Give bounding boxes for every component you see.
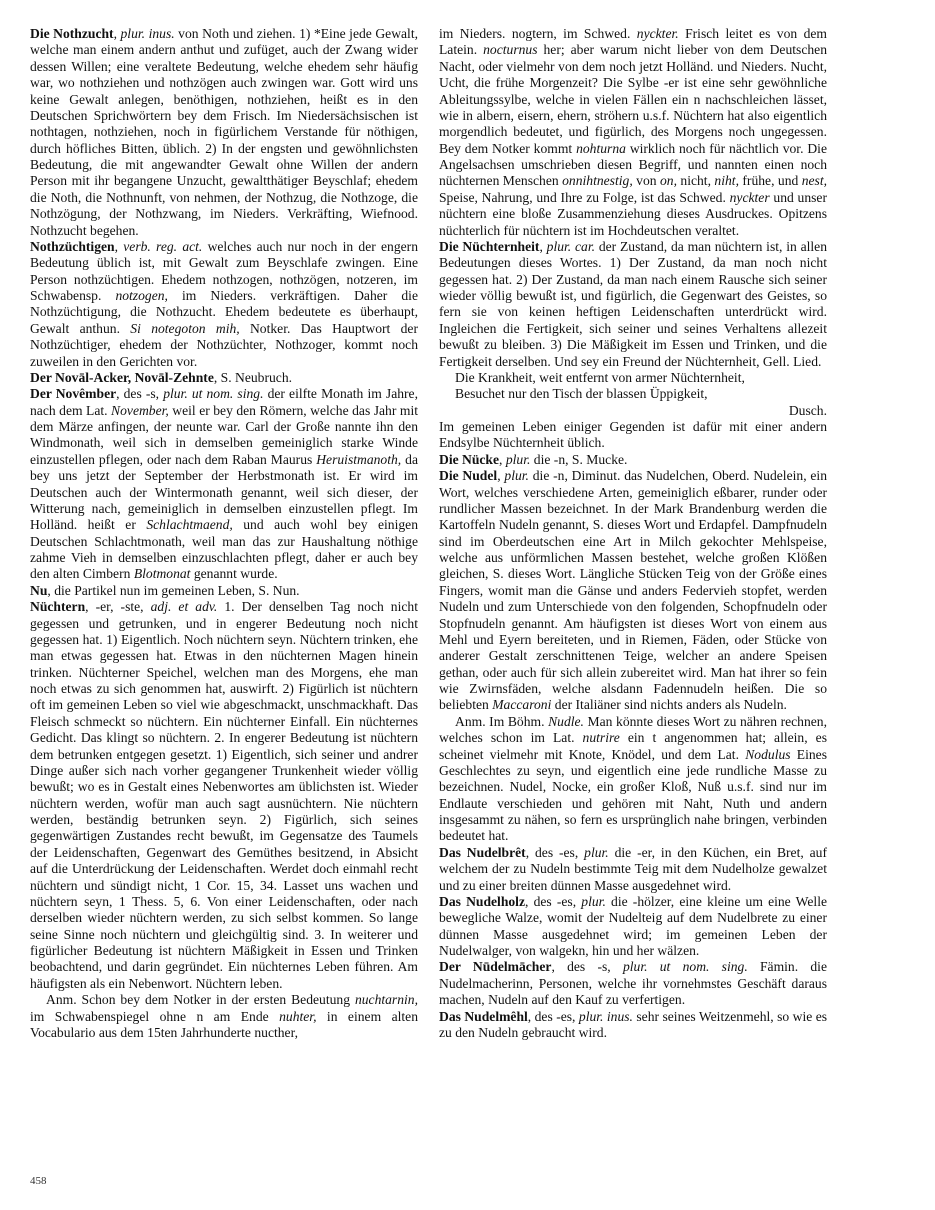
entry-text: und unser nüchtern eine bloße Zusammenziehung dieses Ausdruckes. Opitzens nüchterlich für nüchtern ist im Hochdeutschen veraltet. bbox=[439, 189, 827, 238]
entry-nuechternheit-continued bbox=[439, 419, 827, 452]
entry-text: die -n, S. Mucke. bbox=[530, 451, 628, 467]
headword: Das Nudelholz bbox=[439, 893, 525, 909]
entry-text: , des -es, bbox=[525, 844, 585, 860]
italic-word: notzogen, bbox=[115, 288, 168, 303]
grammar-note: plur. bbox=[581, 893, 606, 909]
entry-text: her; aber warum nicht lieber von dem Deutschen Nacht, oder vielmehr von dem noch jetzt Holländ. und Nieders. Nucht, Ucht, die frühe Morgenzeit? Die Sylbe -er ist eine sehr gewöhnliche Ableitungssylbe, welche in vielen Fällen ein n nachschleichen lässet, wie in albern, eisern, ehern, ströhern u.s.f. Nüchtern hat also eigentlich morgendlich bedeutet, und figürlich, des Morgens noch ungegessen. Bey dem Notker kommt bbox=[439, 42, 827, 156]
italic-word: nyckter. bbox=[636, 26, 679, 41]
entry-nudelmehl bbox=[439, 1009, 827, 1042]
entry-text: sehr seines Weitzenmehl, so wie es zu den Nudeln gebraucht wird. bbox=[439, 1008, 828, 1040]
entry-nuecke bbox=[439, 452, 827, 468]
headword: Der Novêmber bbox=[30, 386, 117, 402]
grammar-note: plur. bbox=[584, 844, 609, 860]
entry-text: Frisch leitet es von dem Latein. bbox=[439, 26, 827, 58]
entry-text: ein t angenommen hat; allein, es scheinet vielmehr mit Knote, Knödel, und dem Lat. bbox=[439, 730, 828, 762]
left-column bbox=[30, 26, 418, 1041]
headword: Nothzüchtigen bbox=[30, 238, 115, 254]
italic-word: nutrire bbox=[582, 730, 620, 746]
grammar-note: plur. ut nom. sing. bbox=[163, 386, 264, 402]
headword: Das Nudelbrêt bbox=[439, 844, 526, 860]
page-number: 458 bbox=[30, 1175, 47, 1187]
entry-text: , bbox=[113, 26, 121, 41]
italic-word: onnihtnestig, bbox=[562, 173, 633, 189]
grammar-note: plur. car. bbox=[546, 238, 596, 254]
entry-text: von Noth und ziehen. 1) *Eine jede Gewalt, welche man einem andern anthut und zufüget, auch der Zwang wider dessen Willen; eine veraltete Bedeutung, welche ehedem sehr häufig war, wo nothziehen und nothzögen auch zwingen war. Gott wird uns keine Gewalt anlegen, benöthigen, nothziehen, heißt es in den Deutschen Sprichwörtern bey dem Frisch. Im Niedersächsischen ist nothtagen, nothziehen, noch in figürlichem Verstande für nöthigen, durch höfliches Bitten, üblich. 2) In der engsten und gewöhnlichsten Bedeutung, die mit angewandter Gewalt ohne Willen der andern Person mit ihr begangene Unzucht, gewaltthätiger Beyschlaf; ehedem die Noth, die Nothnunft, von nehmen, der Nothzug, die Nothzoge, die Nothzögung, der Nothzwang, im Nieders. Verkräfting, Wiefnood. Nothzucht begehen. bbox=[30, 26, 418, 238]
annotation-nuechtern bbox=[30, 992, 418, 1041]
entry-text: 1. Der denselben Tag noch nicht gegessen und getrunken, und in engerer Bedeutung noch nicht gegessen hat. 1) Eigentlich. Noch nüchtern seyn. Nüchtern trinken, ehe man etwas gegessen hat. Etwas in den nüchternen Magen hinein trinken. Nüchterner Speichel, welchen man des Morgens, ehe man noch etwas zu sich genommen hat, auswirft. 2) Figürlich ist nüchtern oft im gemeinen Leben so viel wie abgeschmackt, unschmackhaft. Das Fleisch schmeckt so nüchtern. Ein nüchterner Einfall. Ein nüchternes Gedicht. Das klingt so nüchtern. 2. In engerer Bedeutung ist nüchtern dem betrunken entgegen gesetzt. 1) Eigentlich, sich seiner und andrer Dinge außer sich nach vorher gegangener Trunkenheit wieder völlig bewußt; wo es in Gestalt eines Nebenwortes am üblichsten ist. Wieder nüchtern werden, wofür man auch sagt ausnüchtern. Nie nüchtern werden, beständig betrunken seyn. 2) Figürlich, sich seines gegenwärtigen Zustandes recht bewußt, im Gegensatze des Taumels der Leidenschaften, Gegenwart des Gemüthes besitzend, in Absicht auf die Unterdrückung der Leidenschaften. Werdet doch einmahl recht nüchtern und sündigt nicht, 1 Cor. 15, 34. Lasset uns wachen und nüchtern seyn, 1 Thess. 5, 6. Von einer Leidenschaften, oder nach derselben wieder nüchtern werden, zu sich selbst kommen. So lange seine Sinne noch nüchtern und gleichgültig sind. 3. In weiterer und figürlicher Bedeutung ist nüchtern Mäßigkeit in Essen und Trinken beobachtend, und darin gegründet. Ein nüchternes Leben führen. Am häufigsten als ein Nebenwort. Nüchtern leben. bbox=[30, 599, 418, 991]
headword: Die Nothzucht bbox=[30, 26, 114, 41]
italic-word: nohturna bbox=[576, 140, 626, 156]
entry-nudelbret bbox=[439, 845, 827, 894]
entry-text: , bbox=[497, 468, 505, 484]
italic-word: nuhter, bbox=[279, 1008, 317, 1024]
italic-word: nuchtarnin, bbox=[354, 992, 418, 1008]
entry-text: genannt wurde. bbox=[190, 566, 278, 582]
grammar-note: plur. inus. bbox=[578, 1008, 633, 1024]
entry-nothzuechtigen bbox=[30, 239, 418, 370]
entry-text: die -er, in den Küchen, ein Bret, auf welchem der zu Nudeln bestimmte Teig mit dem Nudelholze gewalzet und zu einer breiten dünnen Masse ausgedehnet wird. bbox=[439, 844, 827, 893]
entry-text: , bbox=[114, 238, 124, 254]
italic-word: Maccaroni bbox=[492, 697, 552, 713]
italic-word: niht, bbox=[714, 173, 739, 189]
entry-nu bbox=[30, 583, 418, 599]
italic-word: Heruistmanoth, bbox=[316, 451, 402, 467]
entry-nudelmacher bbox=[439, 959, 827, 1008]
entry-text: im Nieders. verkräftigen. Daher die Nothzüchtigung, die Nothzucht. Ehedem bedeutete es überhaupt, Gewalt anthun. bbox=[30, 288, 418, 336]
entry-text: , -er, -ste, bbox=[85, 599, 151, 615]
entry-text: Notker. Das Hauptwort der Nothzüchtiger, ehedem der Nothzüchter, Nothzoger, kommt noch zuweilen in den Gerichten vor. bbox=[30, 320, 418, 369]
entry-november bbox=[30, 386, 418, 583]
grammar-note: plur. ut nom. sing. bbox=[622, 959, 748, 975]
entry-text: Eines Geschlechtes zu seyn, und eigentlich eine jede rundliche Masse zu bezeichnen. Nudel, Nocke, ein großer Kloß, Nuß u.s.f. sind nur im Endlaute verschieden und gehören mit Naht, Nuth und andern insgesammt zu nähen, so fern es ursprünglich nahe bringen, verbinden bedeutet hat. bbox=[439, 746, 828, 844]
italic-word: Blotmonat bbox=[133, 566, 191, 582]
italic-word: November, bbox=[111, 402, 169, 418]
entry-text: , die Partikel nun im gemeinen Leben, S. Nun. bbox=[47, 582, 300, 598]
headword: Nu bbox=[30, 582, 48, 598]
entry-text: im Nieders. nogtern, im Schwed. bbox=[439, 26, 637, 41]
headword: Nüchtern bbox=[30, 599, 86, 615]
entry-text: von bbox=[632, 173, 660, 189]
headword: Die Nücke bbox=[439, 451, 500, 467]
entry-text: der Zustand, da man nüchtern ist, in allen Bedeutungen dieses Wortes. 1) Der Zustand, da man noch nicht gegessen hat. 2) Der Zustand, da man nach einem Rausche sich seiner wieder völlig bewußt ist, und figürlich, die Gegenwart des Geistes, so fern sie von keinen heftigen Leidenschaften unterdrückt wird. Ingleichen die Fertigkeit, sich seiner und seines Verhaltens allezeit bewußt zu bleiben. 3) Die Mäßigkeit im Essen und Trinken, und die Fertigkeit derselben. Und sey ein Freund der Nüchternheit, Gell. Lied. bbox=[439, 238, 827, 369]
entry-nudel bbox=[439, 468, 827, 714]
verse-line-1: Die Krankheit, weit entfernt von armer Nüchternheit, bbox=[455, 369, 745, 385]
entry-text: weil er bey den Römern, welche das Jahr mit dem Märze anfingen, der neunte war. Carl der Große nannte ihn den Windmonath, weil sich in demselben gemeiniglich starke Winde einzustellen pflegen, oder nach dem Raban Maurus bbox=[30, 402, 418, 467]
entry-nudelholz bbox=[439, 894, 827, 960]
italic-word: nest, bbox=[801, 173, 828, 189]
grammar-note: adj. et adv. bbox=[150, 599, 218, 615]
right-column bbox=[439, 26, 827, 1041]
headword: Die Nudel bbox=[439, 468, 498, 484]
grammar-note: verb. reg. act. bbox=[123, 238, 203, 254]
verse-line-2: Besuchet nur den Tisch der blassen Üppigkeit, bbox=[455, 386, 708, 402]
entry-text: in einem alten Vocabulario aus dem 15ten Jahrhunderte nucther, bbox=[30, 1008, 418, 1040]
entry-text: die -hölzer, eine kleine um eine Welle bewegliche Walze, womit der Nudelteig auf dem Nudelbrete zu einer dünnen Masse ausgedehnet wird; im gemeinen Leben der Nudelwalger, von walgekn, hin und her wälzen. bbox=[439, 893, 828, 958]
entry-text: der eilfte Monath im Jahre, nach dem Lat. bbox=[30, 386, 418, 418]
entry-text: Man könnte dieses Wort zu nähren rechnen, welches schon im Lat. bbox=[439, 713, 827, 746]
entry-text: , des -s, bbox=[116, 386, 164, 402]
entry-text: Anm. Im Böhm. bbox=[455, 713, 549, 729]
entry-text: die -n, Diminut. das Nudelchen, Oberd. Nudelein, ein Wort, welches verschiedene Arten, gemeiniglich eßbarer, runder oder rundlicher Massen bezeichnet. In der Mark Brandenburg werden die Kartoffeln Nudeln genannt, S. dieses Wort und Erdapfel. Dampfnudeln sind im Oberdeutschen eine Art in Milch gekochter Mehlspeise, welche aus unförmlichen Massen bestehet, welche großen Klößen gleichen, S. dieses Wort. Längliche Stücken Teig von der Größe eines Fingers, womit man die Gänse und anders Federvieh stopfet, werden Nudeln und zum Unterschiede von den folgenden, Schopfnudeln oder Stopfnudeln genannt. Am häufigsten ist dieses Wort von einem aus Mehl und Eyern bereiteten, und in Riemen, Fäden, oder Stücke von anderer Gestalt zerschnittenen Teige, welcher an andere Speisen gethan, oder auch für sich allein zubereitet wird. Man hat ihrer so fein wie Zwirnsfäden, welche alsdann Fadennudeln heißen. Die so beliebten bbox=[439, 468, 827, 713]
italic-word: Nudle. bbox=[548, 713, 584, 729]
headword: Die Nüchternheit bbox=[439, 238, 540, 254]
italic-word: on, bbox=[659, 173, 677, 189]
entry-text: Im gemeinen Leben einiger Gegenden ist dafür mit einer andern Endsylbe Nüchternheit üblich. bbox=[439, 419, 827, 451]
grammar-note: plur. bbox=[505, 451, 531, 467]
entry-text: , des -es, bbox=[525, 893, 582, 909]
entry-text: nicht, bbox=[676, 173, 715, 189]
entry-text: im Schwabenspiegel ohne n am Ende bbox=[30, 1008, 280, 1024]
entry-text: frühe, und bbox=[738, 173, 802, 189]
italic-word: nocturnus bbox=[483, 42, 538, 58]
entry-text: , S. Neubruch. bbox=[213, 369, 293, 385]
verse-attribution: Dusch. bbox=[788, 402, 827, 418]
entry-noval-acker bbox=[30, 370, 418, 386]
entry-text: Fämin. die Nudelmacherinn, Personen, welche ihr vornehmstes Geschäft daraus machen, Nudeln auf den Kauf zu verfertigen. bbox=[439, 959, 827, 1008]
italic-word: Schlachtmaend, bbox=[146, 517, 233, 533]
entry-text: Anm. Schon bey dem Notker in der ersten Bedeutung bbox=[46, 992, 355, 1008]
entry-text: welches auch nur noch in der engern Bedeutung üblich ist, mit Gewalt zum Beyschlafe zwingen. Eine Person nothzüchtigen. Ehedem nothzogen, nothzögen, notzeren, im Schwabensp. bbox=[30, 238, 418, 303]
entry-text: und auch wohl bey einigen Deutschen Schlachtmonath, weil man das zur Haushaltung nöthige zahme Vieh in demselben einzuschlachten pflegt, daher er auch bey den alten Cimbern bbox=[30, 517, 418, 582]
entry-nuechtern bbox=[30, 599, 418, 992]
grammar-note: plur. inus. bbox=[120, 26, 175, 41]
annotation-continued bbox=[439, 26, 827, 239]
annotation-nudel bbox=[439, 714, 827, 845]
entry-text: da bey uns jetzt der September der Herbstmonath ist. Er wird im Deutschen auch der Wintermonath genannt, weil sich dieser, der Witterung nach, gemeiniglich in demselben einzustellen pflegt. Im Holländ. heißt er bbox=[30, 451, 418, 533]
italic-word: nyckter bbox=[729, 189, 770, 205]
entry-text: wirklich noch für nächtlich vor. Die Angelsachsen umschrieben diesen Begriff, und nannten einen noch nüchternen Menschen bbox=[439, 140, 827, 189]
entry-text: , des -es, bbox=[527, 1008, 579, 1024]
headword: Der Novāl-Acker, Novāl-Zehnte bbox=[30, 369, 214, 385]
headword: Der Nūdelmācher bbox=[439, 959, 552, 975]
grammar-note: plur. bbox=[504, 468, 529, 484]
entry-text: , des -s, bbox=[551, 959, 623, 975]
entry-text: Speise, Nahrung, und Ihre zu Folge, ist das Schwed. bbox=[439, 189, 730, 205]
entry-text: , bbox=[539, 238, 547, 254]
entry-text: , bbox=[499, 451, 506, 467]
italic-word: Nodulus bbox=[745, 746, 791, 762]
entry-text: der Italiäner sind nichts anders als Nudeln. bbox=[551, 697, 787, 713]
entry-nothzucht bbox=[30, 26, 418, 239]
entry-nuechternheit bbox=[439, 239, 827, 370]
italic-word: Si notegoton mih, bbox=[130, 320, 240, 336]
headword: Das Nudelmêhl bbox=[439, 1008, 528, 1024]
